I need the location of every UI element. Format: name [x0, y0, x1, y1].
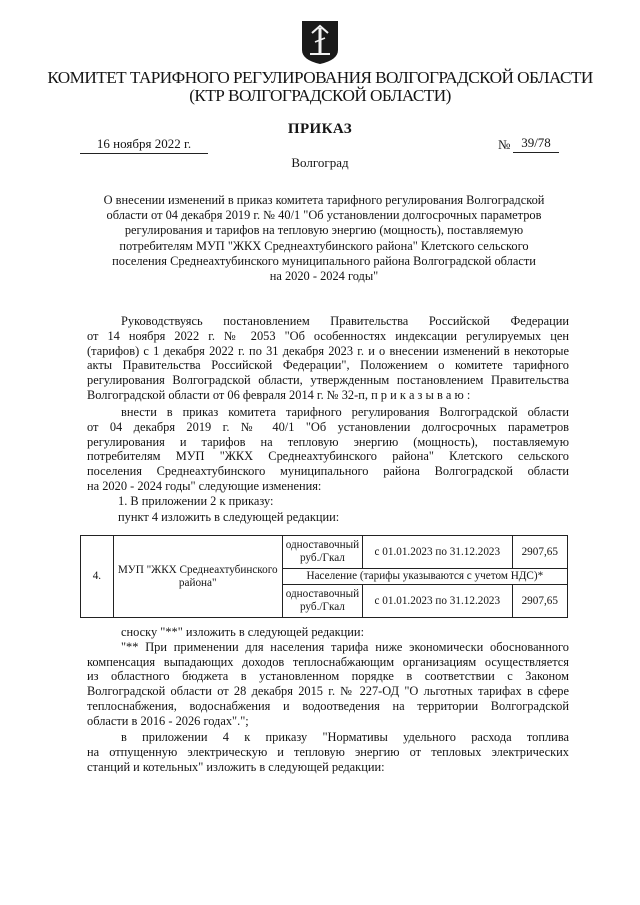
paragraph-line: теплоснабжения, водоснабжения и водоотведения на территории Волгоградской: [87, 698, 569, 713]
paragraph-line: акты Правительства Российской Федерации", Положением о комитете тарифного: [87, 358, 569, 373]
paragraph-line: (тарифов) с 1 декабря 2022 г. по 31 декабря 2023 г. и о внесении изменений в некоторые: [87, 343, 569, 358]
paragraph-line: компенсация выпадающих доходов теплоснабжающим организациям осуществляется: [87, 654, 569, 669]
table-row: [81, 536, 568, 569]
unit-cell: одноставочный руб./Гкал: [282, 585, 362, 618]
paragraph-line: на отпущенную электрическую и тепловую энергию от тепловых электрических: [87, 744, 569, 759]
period-cell: с 01.01.2023 по 31.12.2023: [363, 536, 512, 569]
preamble-paragraph: [87, 314, 569, 403]
paragraph-line: внести в приказ комитета тарифного регулирования Волгоградской области: [121, 405, 569, 419]
population-note-cell: Население (тарифы указываются с учетом НДС)*: [282, 569, 567, 585]
paragraph-line: в приложении 4 к приказу "Нормативы удельного расхода топлива: [121, 730, 569, 744]
subject-line: О внесении изменений в приказ комитета тарифного регулирования Волгоградской: [103, 193, 545, 207]
tariff-value-cell: 2907,65: [512, 536, 568, 569]
paragraph-line: поселения Среднеахтубинского муниципального района Волгоградской области: [87, 464, 569, 479]
paragraph-line: регулирования Волгоградской области, утвержденным постановлением Правительства: [87, 373, 569, 388]
subject-line: области от 04 декабря 2019 г. № 40/1 "Об установлении долгосрочных параметров: [106, 208, 542, 223]
footnote-paragraph: [87, 625, 569, 729]
tariff-table: [80, 535, 568, 618]
unit-cell: одноставочный руб./Гкал: [282, 536, 362, 569]
paragraph-line: на 2020 - 2024 годы" следующие изменения:: [87, 478, 322, 493]
subject-line: регулирования и тарифов на тепловую энергию (мощность), поставляемую: [124, 223, 524, 238]
document-date: 16 ноября 2022 г.: [80, 136, 208, 154]
paragraph-line: Руководствуясь постановлением Правительства Российской Федерации: [121, 314, 569, 328]
paragraph-line: от 14 ноября 2022 г. № 2053 "Об особенностях индексации регулируемых цен: [87, 328, 569, 343]
amendment-item-1: 1. В приложении 2 к приказу:: [118, 494, 274, 508]
order-paragraph: [87, 405, 569, 494]
organization-name: КОМИТЕТ ТАРИФНОГО РЕГУЛИРОВАНИЯ ВОЛГОГРАДСКОЙ ОБЛАСТИ: [47, 68, 593, 87]
organization-cell: МУП "ЖКХ Среднеахтубинского района": [113, 536, 282, 618]
paragraph-line: из областного бюджета в установленном порядке в соответствии с Законом: [87, 669, 569, 684]
tariff-value-cell: 2907,65: [512, 585, 568, 618]
subject-line: поселения Среднеахтубинского муниципального района Волгоградской области: [112, 253, 536, 268]
paragraph-line: регулирования и тарифов на тепловую энергию (мощность), поставляемую: [87, 434, 569, 449]
paragraph-line: сноску "**" изложить в следующей редакции:: [121, 625, 365, 639]
subject-line: потребителям МУП "ЖКХ Среднеахтубинского района" Клетского сельского: [119, 238, 529, 253]
amendment-item-2: пункт 4 изложить в следующей редакции:: [118, 510, 340, 524]
document-subject: [80, 193, 568, 284]
appendix4-paragraph: [87, 730, 569, 774]
paragraph-line: области в 2016 - 2026 годах".";: [87, 713, 249, 728]
document-number: 39/78: [513, 135, 559, 153]
document-type: ПРИКАЗ: [287, 121, 353, 137]
subject-line: на 2020 - 2024 годы": [269, 269, 379, 284]
paragraph-line: станций и котельных" изложить в следующей редакции:: [87, 759, 385, 774]
paragraph-line: от 04 декабря 2019 г. № 40/1 "Об установлении долгосрочных параметров: [87, 419, 569, 434]
organization-short-name: (КТР ВОЛГОГРАДСКОЙ ОБЛАСТИ): [189, 86, 451, 105]
period-cell: с 01.01.2023 по 31.12.2023: [363, 585, 512, 618]
row-number-cell: 4.: [81, 536, 114, 618]
paragraph-line: "** При применении для населения тарифа ниже экономически обоснованного: [121, 639, 569, 654]
number-label: №: [498, 137, 511, 152]
coat-of-arms-icon: [300, 20, 340, 65]
document-city: Волгоград: [291, 155, 349, 170]
paragraph-line: Волгоградской области от 28 декабря 2015 г. № 227-ОД "О льготных тарифах в сфере: [87, 684, 569, 699]
paragraph-line: Волгоградской области от 06 февраля 2014 г. № 32-п, п р и к а з ы в а ю :: [87, 387, 471, 402]
paragraph-line: потребителям МУП "ЖКХ Среднеахтубинского района" Клетского сельского: [87, 449, 569, 464]
